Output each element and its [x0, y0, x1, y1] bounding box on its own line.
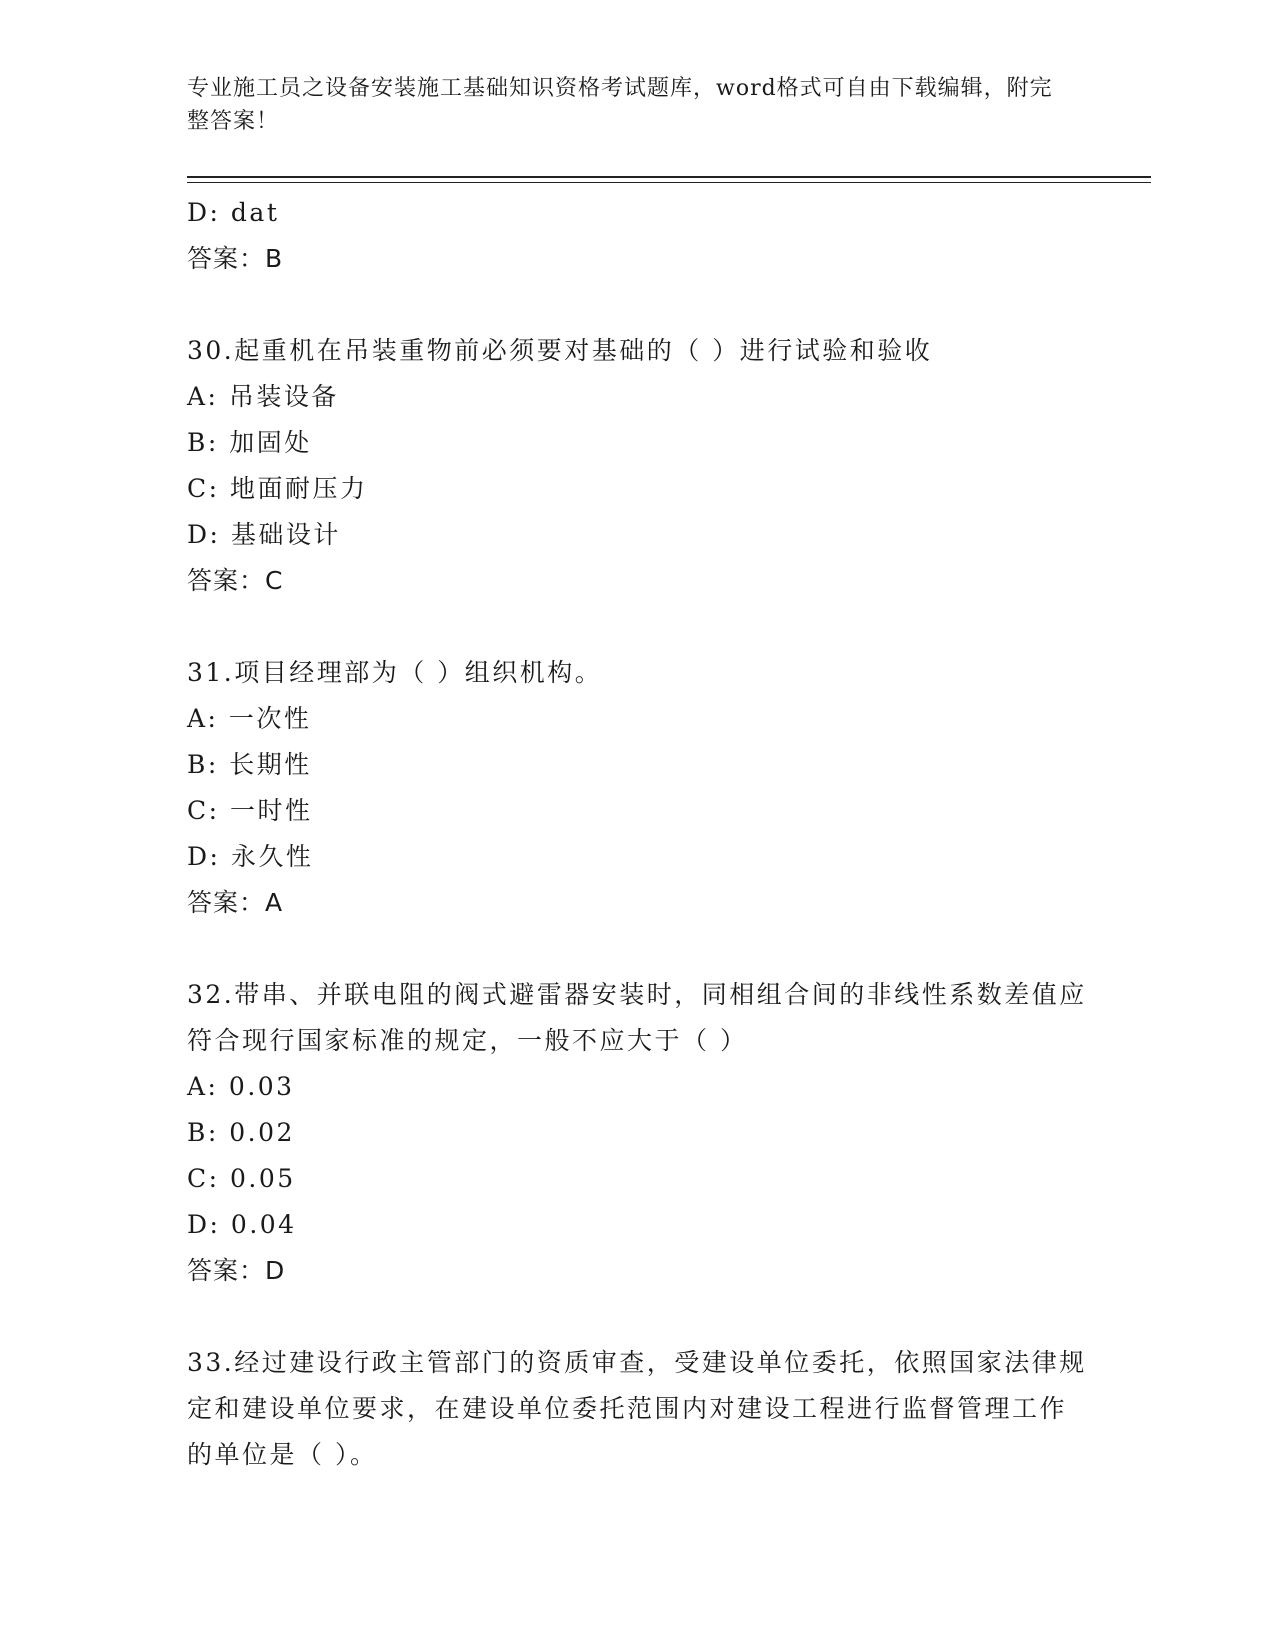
question-stem: 33.经过建设行政主管部门的资质审查，受建设单位委托，依照国家法律规定和建设单位要求，在建设单位委托范围内对建设工程进行监督管理工作的单位是（ ）。	[187, 1348, 1087, 1469]
answer-line: 答案：B	[187, 244, 284, 273]
answer-line: 答案：C	[187, 566, 284, 595]
question-list	[187, 190, 1107, 1478]
option-b: B: 长期性	[187, 750, 312, 779]
spacer	[187, 604, 1107, 650]
option-a: A: 0.03	[187, 1072, 295, 1101]
header-divider-thin	[187, 182, 1151, 183]
question-stem: 32.带串、并联电阻的阀式避雷器安装时，同相组合间的非线性系数差值应符合现行国家标准的规定，一般不应大于（ ）	[187, 980, 1087, 1055]
answer-line: 答案：A	[187, 888, 284, 917]
option-a: A: 吊装设备	[187, 382, 339, 411]
option-d: D: dat	[187, 198, 280, 227]
option-a: A: 一次性	[187, 704, 312, 733]
header-divider-thick	[187, 176, 1151, 178]
option-d: D: 0.04	[187, 1210, 297, 1239]
spacer	[187, 282, 1107, 328]
answer-line: 答案：D	[187, 1256, 286, 1285]
document-header: 专业施工员之设备安装施工基础知识资格考试题库，word格式可自由下载编辑，附完整答案！	[187, 76, 1053, 134]
spacer	[187, 1294, 1107, 1340]
option-c: C: 0.05	[187, 1164, 296, 1193]
option-b: B: 加固处	[187, 428, 312, 457]
option-d: D: 基础设计	[187, 520, 341, 549]
option-c: C: 一时性	[187, 796, 313, 825]
question-stem: 30.起重机在吊装重物前必须要对基础的（ ）进行试验和验收	[187, 336, 933, 365]
question-stem: 31.项目经理部为（ ）组织机构。	[187, 658, 603, 687]
option-d: D: 永久性	[187, 842, 314, 871]
option-b: B: 0.02	[187, 1118, 295, 1147]
spacer	[187, 926, 1107, 972]
option-c: C: 地面耐压力	[187, 474, 368, 503]
